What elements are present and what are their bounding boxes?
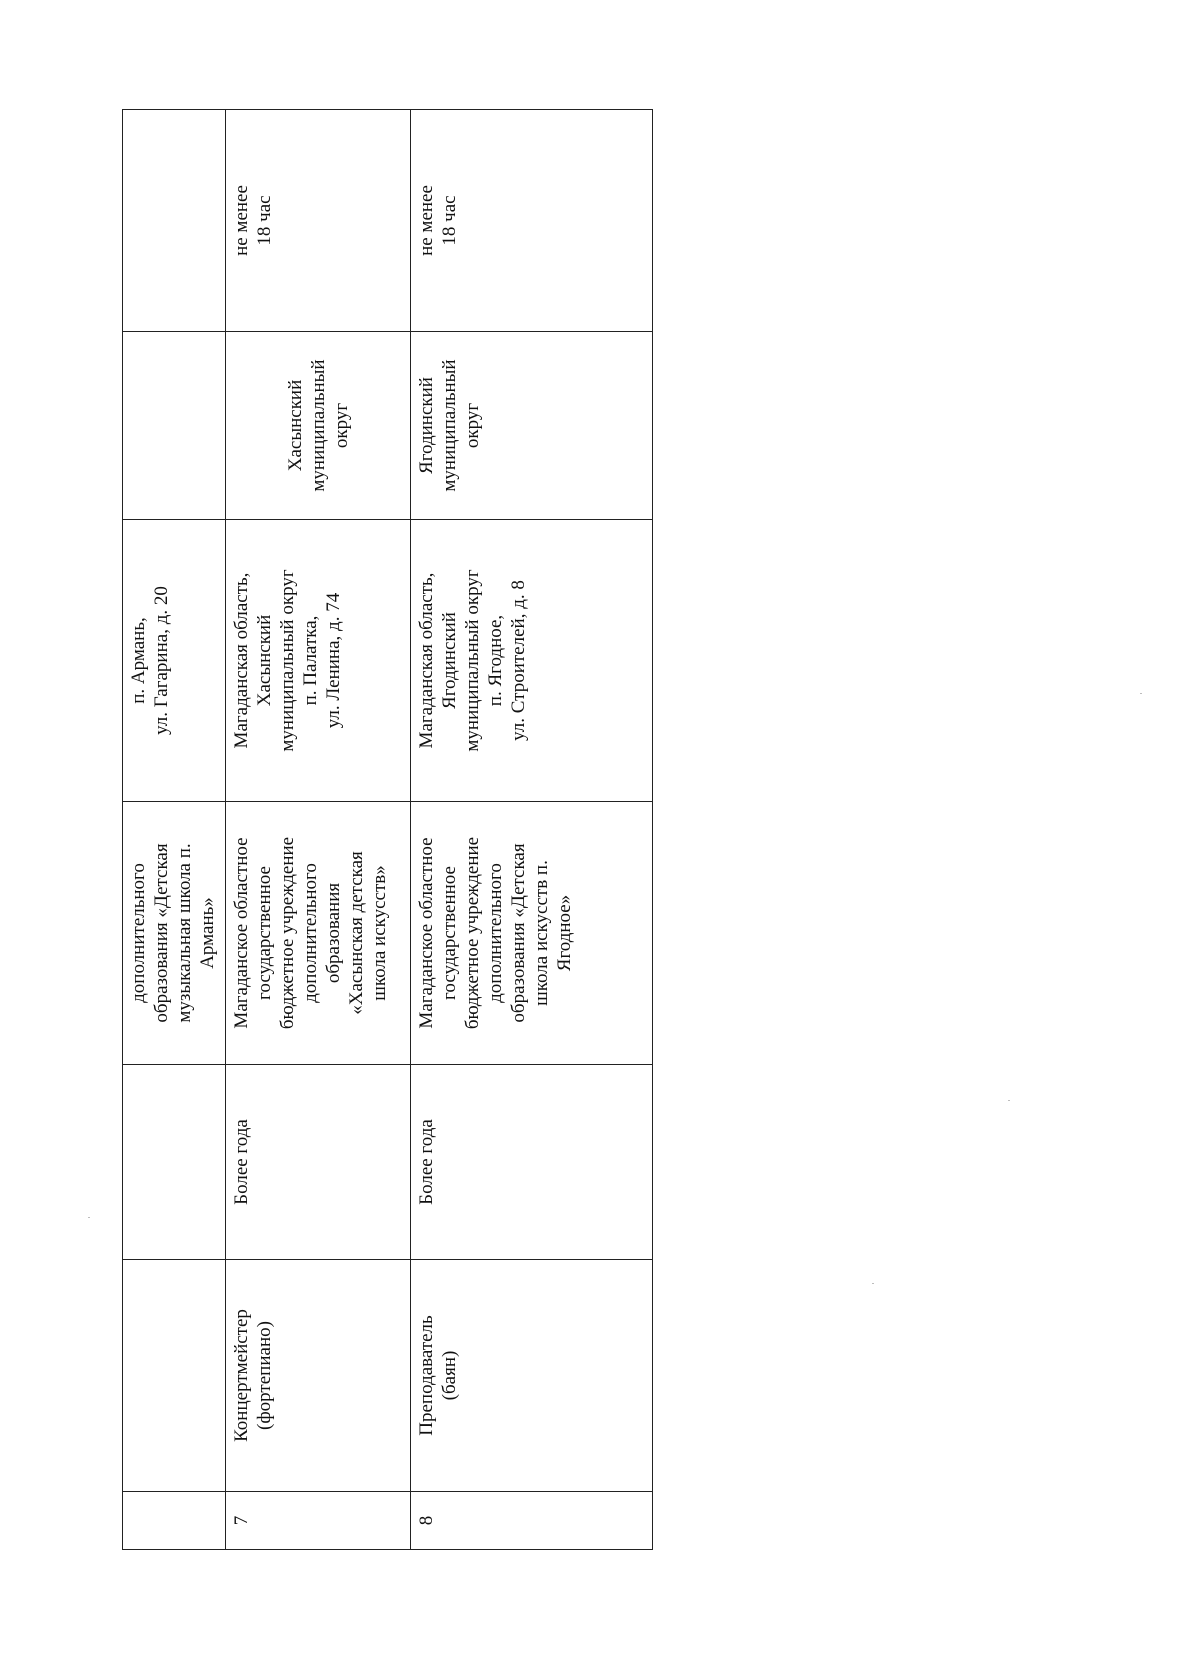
cell-position: Преподаватель (баян) bbox=[411, 1260, 653, 1492]
cell-district: Ягодинский муниципальный округ bbox=[411, 332, 653, 520]
cell-address: Магаданская область, Ягодинский муниципальный округ п. Ягодное, ул. Строителей, д. 8 bbox=[411, 520, 653, 802]
cell-organization: Магаданское областное государственное бюджетное учреждение дополнительного образования «Хасынская детская школа искусств» bbox=[226, 802, 411, 1065]
cell-number: 7 bbox=[226, 1492, 411, 1550]
rotated-table-wrapper bbox=[122, 110, 652, 1550]
scan-speck bbox=[1140, 693, 1142, 694]
cell-organization: Магаданское областное государственное бюджетное учреждение дополнительного образования «Детская школа искусств п. Ягодное» bbox=[411, 802, 653, 1065]
scan-speck bbox=[872, 1283, 874, 1284]
cell-number: 8 bbox=[411, 1492, 653, 1550]
cell-hours bbox=[123, 110, 226, 332]
cell-address: п. Армань, ул. Гагарина, д. 20 bbox=[123, 520, 226, 802]
cell-hours: не менее 18 час bbox=[411, 110, 653, 332]
scan-speck bbox=[88, 1217, 90, 1218]
cell-district bbox=[123, 332, 226, 520]
cell-organization: дополнительного образования «Детская музыкальная школа п. Армань» bbox=[123, 802, 226, 1065]
cell-position bbox=[123, 1260, 226, 1492]
cell-hours: не менее 18 час bbox=[226, 110, 411, 332]
cell-position: Концертмейстер (фортепиано) bbox=[226, 1260, 411, 1492]
vacancy-table bbox=[122, 109, 653, 1550]
table-row bbox=[123, 110, 226, 1550]
cell-address: Магаданская область, Хасынский муниципальный округ п. Палатка, ул. Ленина, д. 74 bbox=[226, 520, 411, 802]
table-row bbox=[411, 110, 653, 1550]
cell-duration: Более года bbox=[411, 1065, 653, 1260]
cell-duration: Более года bbox=[226, 1065, 411, 1260]
cell-district: Хасынский муниципальный округ bbox=[226, 332, 411, 520]
cell-number bbox=[123, 1492, 226, 1550]
scan-speck bbox=[1008, 1100, 1010, 1101]
table-row bbox=[226, 110, 411, 1550]
cell-duration bbox=[123, 1065, 226, 1260]
